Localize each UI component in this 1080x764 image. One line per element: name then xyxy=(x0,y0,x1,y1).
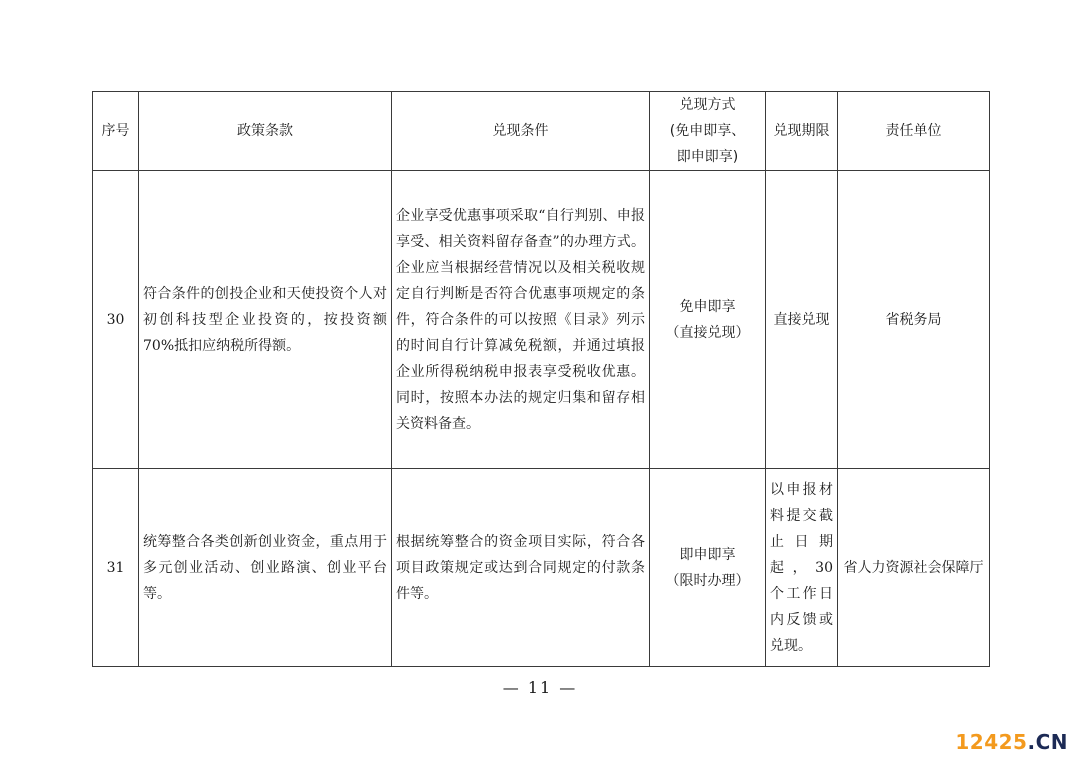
header-serial: 序号 xyxy=(93,92,139,171)
row-policy: 统筹整合各类创新创业资金，重点用于多元创业活动、创业路演、创业平台等。 xyxy=(139,469,392,667)
header-policy: 政策条款 xyxy=(139,92,392,171)
row-method: 免申即享 （直接兑现） xyxy=(650,171,766,469)
watermark-tld: .CN xyxy=(1027,730,1068,754)
site-watermark xyxy=(955,730,1068,754)
row-conditions: 根据统筹整合的资金项目实际，符合各项目政策规定或达到合同规定的付款条件等。 xyxy=(392,469,650,667)
row-period: 直接兑现 xyxy=(766,171,838,469)
row-unit: 省人力资源社会保障厅 xyxy=(838,469,990,667)
header-unit: 责任单位 xyxy=(838,92,990,171)
row-serial: 31 xyxy=(93,469,139,667)
row-period: 以申报材料提交截止日期起，30 个工作日内反馈或兑现。 xyxy=(766,469,838,667)
header-method: 兑现方式 (免申即享、 即申即享) xyxy=(650,92,766,171)
row-conditions: 企业享受优惠事项采取“自行判别、申报享受、相关资料留存备查”的办理方式。企业应当根据经营情况以及相关税收规定自行判断是否符合优惠事项规定的条件，符合条件的可以按照《目录》列示的时间自行计算减免税额，并通过填报企业所得税纳税申报表享受税收优惠。同时，按照本办法的规定归集和留存相关资料备查。 xyxy=(392,171,650,469)
row-unit: 省税务局 xyxy=(838,171,990,469)
policy-table xyxy=(92,91,990,667)
page-number: — 11 — xyxy=(502,678,578,697)
table-row xyxy=(93,469,990,667)
row-serial: 30 xyxy=(93,171,139,469)
table-header-row xyxy=(93,92,990,171)
row-method: 即申即享 （限时办理） xyxy=(650,469,766,667)
watermark-number: 12425 xyxy=(955,730,1028,754)
table-row xyxy=(93,171,990,469)
header-period: 兑现期限 xyxy=(766,92,838,171)
header-conditions: 兑现条件 xyxy=(392,92,650,171)
row-policy: 符合条件的创投企业和天使投资个人对初创科技型企业投资的，按投资额 70%抵扣应纳税所得额。 xyxy=(139,171,392,469)
